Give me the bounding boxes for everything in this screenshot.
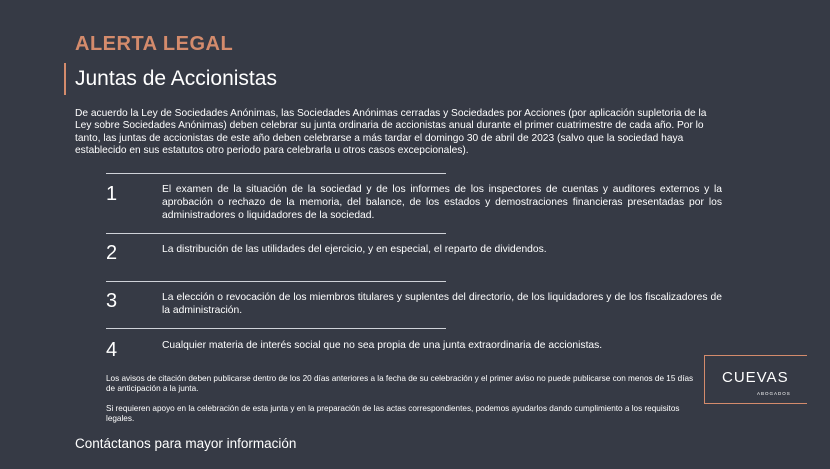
item-number: 1 [106, 183, 118, 205]
contact-text: Contáctanos para mayor información [75, 436, 297, 451]
item-divider [106, 281, 446, 282]
item-number: 2 [106, 242, 118, 264]
support-note: Si requieren apoyo en la celebración de esta junta y en la preparación de las actas correspondientes, podemos ayudarlos dando cumplimiento a los requisitos legales. [106, 404, 680, 423]
page-title: Juntas de Accionistas [75, 67, 277, 90]
logo-subtitle: ABOGADOS [757, 391, 791, 396]
item-text: Cualquier materia de interés social que no sea propia de una junta extraordinaria de accionistas. [162, 340, 603, 351]
cuevas-logo [704, 355, 807, 404]
logo-name: CUEVAS [722, 369, 789, 386]
item-divider [106, 173, 446, 174]
item-text: La elección o revocación de los miembros titulares y suplentes del directorio, de los liquidadores y de los fiscalizadores de la administración. [162, 292, 722, 317]
item-number: 4 [106, 339, 118, 361]
item-text: El examen de la situación de la sociedad y de los informes de los inspectores de cuentas y auditores externos y la aprobación o rechazo de la memoria, del balance, de los estados y demostraciones financieras presentadas por los administradores o liquidadores de la sociedad. [162, 184, 722, 222]
item-divider [106, 233, 446, 234]
alert-title: ALERTA LEGAL [75, 33, 234, 55]
item-text: La distribución de las utilidades del ejercicio, y en especial, el reparto de dividendos. [162, 244, 547, 255]
item-number: 3 [106, 290, 118, 312]
item-divider [106, 328, 446, 329]
notice-note: Los avisos de citación deben publicarse dentro de los 20 días anteriores a la fecha de su celebración y el primer aviso no puede publicarse con menos de 15 días de anticipación a la junta. [106, 374, 694, 393]
title-accent-bar [64, 63, 66, 95]
intro-paragraph: De acuerdo la Ley de Sociedades Anónimas, las Sociedades Anónimas cerradas y Sociedades por Acciones (por aplicación supletoria de la Ley sobre Sociedades Anónimas) deben celebrar su junta ordinaria de accionistas anual durante el primer cuatrimestre de cada año. Por lo tanto, las juntas de accionistas de este año deben celebrarse a más tardar el domingo 30 de abril de 2023 (salvo que la sociedad haya establecido en sus estatutos otro periodo para celebrarla u otros casos excepcionales). [75, 108, 707, 157]
